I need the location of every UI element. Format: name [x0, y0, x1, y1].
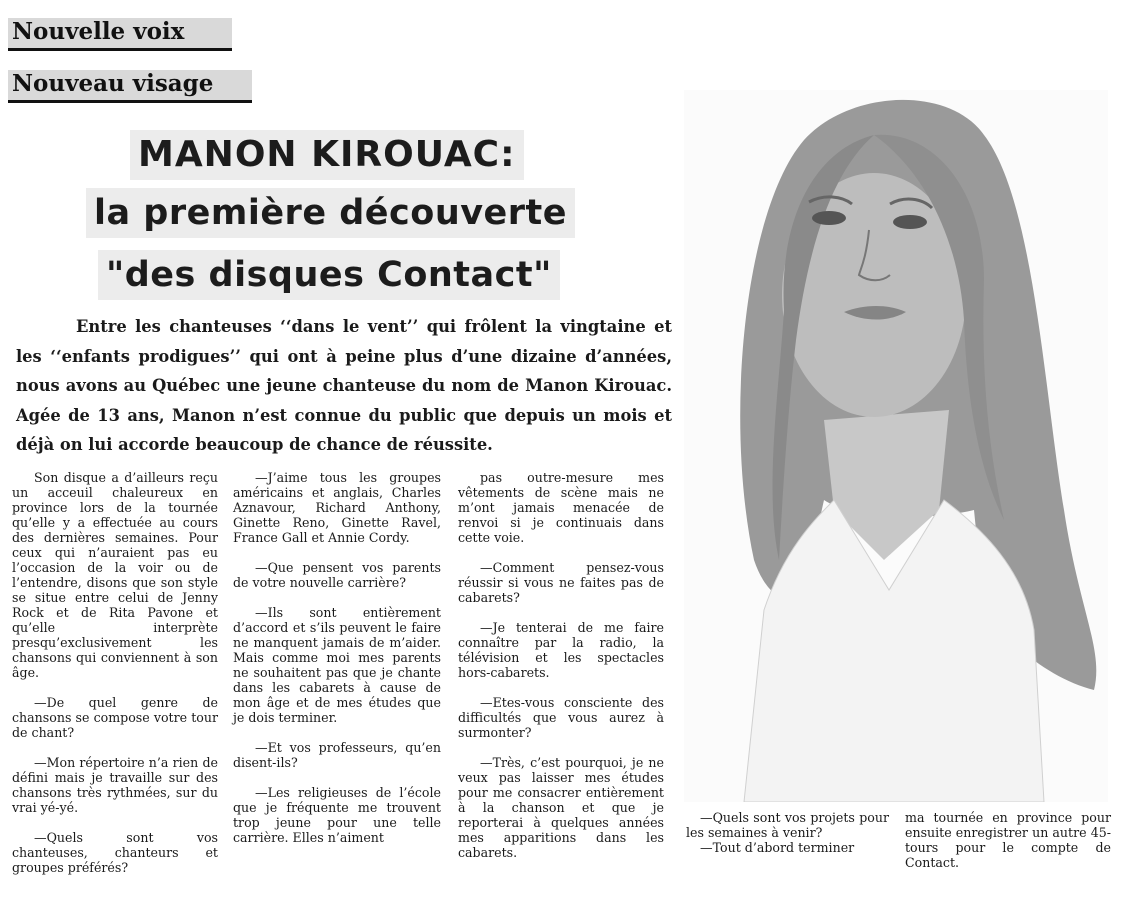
paragraph: Son disque a d’ailleurs reçu un acceuil chaleureux en province lors de la tournée qu’elle y a effectuée au cours des dernières semaines. Pour ceux qui n’auraient pas eu l’occasion de la voir ou de l’entendre, disons que son style se situe entre celui de Jenny Rock et de Rita Pavone et qu’elle interprète presqu’exclusivement les chansons qui conviennent à son âge.	[12, 470, 218, 680]
headline-line-1: MANON KIROUAC:	[130, 130, 524, 180]
question: —De quel genre de chansons se compose votre tour de chant?	[12, 695, 218, 740]
photo-caption-left	[686, 810, 889, 855]
answer: —Les religieuses de l’école que je fréquente me trouvent trop jeune pour une telle carrière. Elles n’aiment	[233, 785, 441, 845]
question: —Que pensent vos parents de votre nouvelle carrière?	[233, 560, 441, 590]
answer: —Ils sont entièrement d’accord et s’ils peuvent le faire ne manquent jamais de m’aider. Mais comme moi mes parents ne souhaitent pas que je chante dans les cabarets à cause de mon âge et de mes études que je dois terminer.	[233, 605, 441, 725]
portrait-photo	[684, 90, 1108, 802]
lede-paragraph: Entre les chanteuses ‘‘dans le vent’’ qui frôlent la vingtaine et les ‘‘enfants prodigues’’ qui ont à peine plus d’une dizaine d’années, nous avons au Québec une jeune chanteuse du nom de Manon Kirouac. Agée de 13 ans, Manon n’est connue du public que depuis un mois et déjà on lui accorde beaucoup de chance de réussite.	[16, 317, 672, 454]
question: —Quels sont vos projets pour les semaines à venir?	[686, 810, 889, 840]
headline-line-3: "des disques Contact"	[98, 250, 560, 300]
answer-continued: ma tournée en province pour ensuite enregistrer un autre 45-tours pour le compte de Contact.	[905, 810, 1111, 870]
answer-continued: pas outre-mesure mes vêtements de scène mais ne m’ont jamais menacée de renvoi si je continuais dans cette voie.	[458, 470, 664, 545]
headline-line-2: la première découverte	[86, 188, 575, 238]
question: —Quels sont vos chanteuses, chanteurs et groupes préférés?	[12, 830, 218, 875]
answer: —Tout d’abord terminer	[700, 840, 855, 855]
article-column-3	[458, 470, 664, 875]
answer: —Mon répertoire n’a rien de défini mais je travaille sur des chansons très rythmées, sur du vrai yé-yé.	[12, 755, 218, 815]
question: —Etes-vous consciente des difficultés que vous aurez à surmonter?	[458, 695, 664, 740]
kicker-line-2: Nouveau visage	[8, 70, 252, 103]
kicker-line-1: Nouvelle voix	[8, 18, 232, 51]
photo-caption-right	[905, 810, 1111, 870]
answer: —Très, c’est pourquoi, je ne veux pas laisser mes études pour me consacrer entièrement à la chanson et que je reporterai à quelques années mes apparitions dans les cabarets.	[458, 755, 664, 860]
answer: —J’aime tous les groupes américains et anglais, Charles Aznavour, Richard Anthony, Ginette Reno, Ginette Ravel, France Gall et Annie Cordy.	[233, 470, 441, 545]
question: —Comment pensez-vous réussir si vous ne faites pas de cabarets?	[458, 560, 664, 605]
answer: —Je tenterai de me faire connaître par la radio, la télévision et les spectacles hors-cabarets.	[458, 620, 664, 680]
question: —Et vos professeurs, qu’en disent-ils?	[233, 740, 441, 770]
article-column-2	[233, 470, 441, 860]
portrait-illustration	[684, 90, 1108, 802]
article-column-1	[12, 470, 218, 890]
